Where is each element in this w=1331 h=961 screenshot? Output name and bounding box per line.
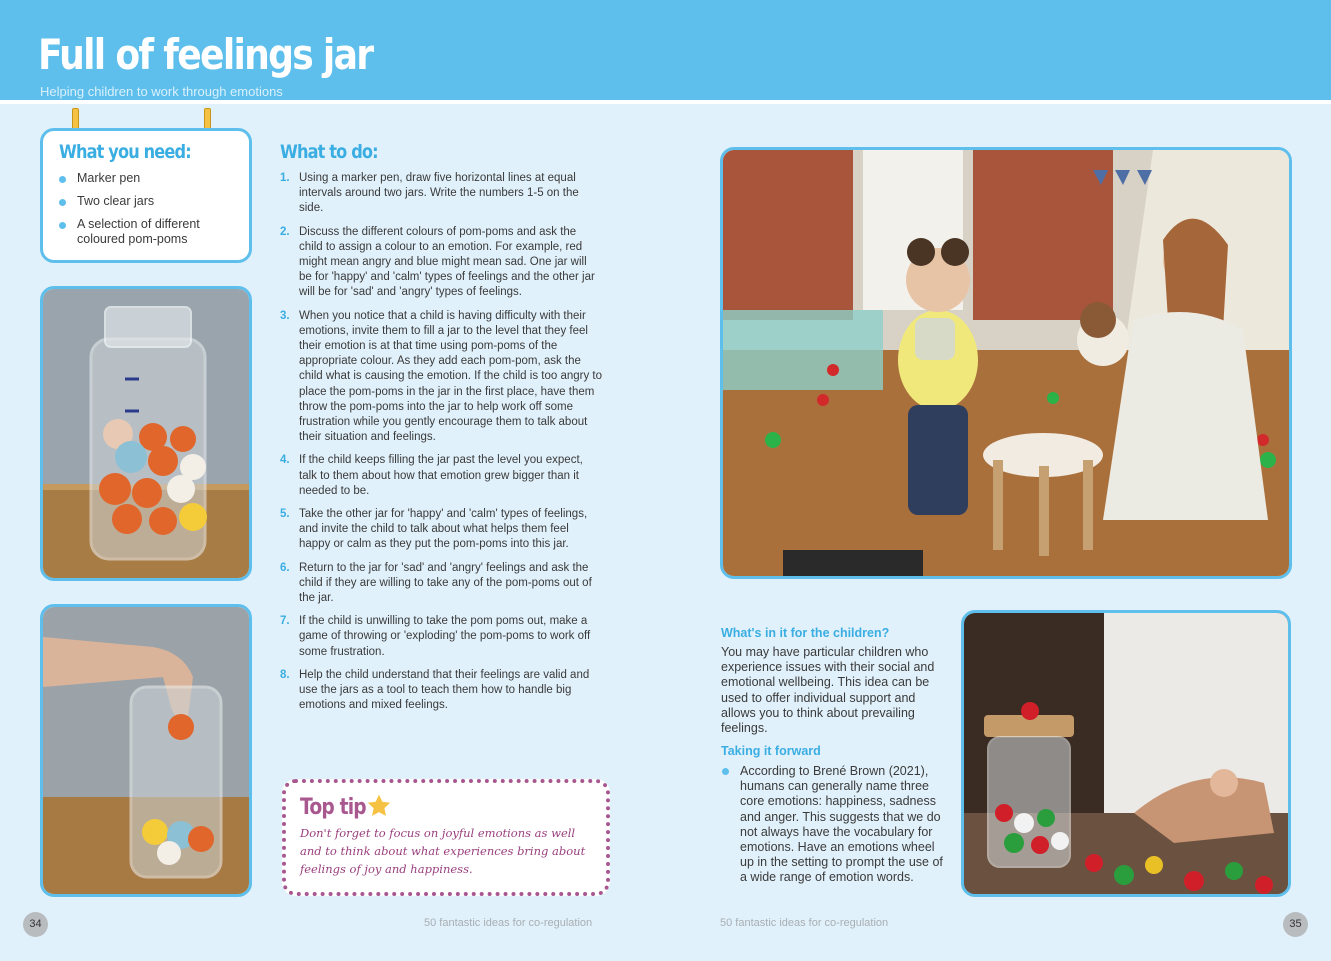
playroom-photo (720, 147, 1292, 579)
step-number: 8. (280, 668, 290, 681)
list-item (280, 225, 602, 301)
step-text: Discuss the different colours of pom-poms and ask the child to assign a colour to an emotion. For example, red might mean angry and blue might mean sad. One jar will be for 'happy' and 'calm' types of feelings and the other jar will be for 'sad' and 'angry' types of feelings. (299, 225, 595, 299)
children-text: You may have particular children who experience issues with their social and emotional wellbeing. This idea can be used to offer individual support and allows you to think about prevailing feelings. (721, 645, 935, 736)
step-number: 5. (280, 508, 290, 521)
page-number-left: 34 (23, 912, 48, 937)
step-text: If the child is unwilling to take the pom poms out, make a game of throwing or 'exploding' the pom-poms to work off some frustration. (299, 615, 591, 658)
jar-photo (40, 286, 252, 581)
steps-list (280, 171, 602, 722)
step-number: 6. (280, 561, 290, 574)
list-item (280, 668, 602, 714)
list-item (280, 309, 602, 446)
step-text: Using a marker pen, draw five horizontal lines at equal intervals around two jars. Write the numbers 1-5 on the side. (299, 172, 579, 215)
needs-list (59, 171, 233, 247)
jar-photo-illustration (43, 289, 249, 578)
top-tip-text: Don't forget to focus on joyful emotions as well and to think about what experiences bring about feelings of joy and happiness. (300, 826, 586, 876)
needs-card (40, 128, 252, 263)
forward-heading: Taking it forward (721, 744, 821, 758)
step-text: Help the child understand that their feelings are valid and use the jars as a tool to teach them how to handle big emotions and mixed feelings. (299, 668, 590, 712)
step-number: 1. (280, 172, 290, 184)
page-title: Full of feelings jar (38, 30, 373, 79)
todo-heading: What to do: (280, 141, 378, 163)
step-text: Return to the jar for 'sad' and 'angry' feelings and ask the child if they are willing to take any of the pom-poms out of the jar. (299, 561, 592, 605)
top-tip-box (282, 779, 610, 896)
list-item: Two clear jars (59, 194, 233, 209)
star-icon (366, 793, 392, 819)
step-number: 3. (280, 309, 290, 322)
step-text: When you notice that a child is having difficulty with their emotions, invite them to fill a jar to the level that they feel their emotion is at that time using pom-poms of the appropriate colour. As they add each pom-pom, ask the child what is causing the emotion. If the child is too angry to place the pom-poms in the jar in the first place, have them throw the pom-poms into the jar to help work off some frustration while you gently encourage them to talk about their situation and feelings. (299, 309, 602, 444)
list-item (280, 561, 602, 607)
page-header (0, 0, 1331, 104)
list-item (280, 614, 602, 660)
hand-jar-photo (40, 604, 252, 897)
list-item (280, 507, 602, 553)
page-number-right: 35 (1283, 912, 1308, 937)
hand-jar-illustration (43, 607, 249, 894)
list-item: A selection of different coloured pom-poms (59, 217, 233, 247)
step-number: 7. (280, 615, 290, 628)
footer-text-right: 50 fantastic ideas for co-regulation (720, 917, 889, 929)
step-text: If the child keeps filling the jar past the level you expect, talk to them about how that emotion grew bigger than it needed to be. (299, 454, 583, 497)
footer-text-left: 50 fantastic ideas for co-regulation (424, 917, 593, 929)
list-item (280, 171, 602, 217)
list-item (280, 453, 602, 499)
children-heading: What's in it for the children? (721, 626, 890, 640)
forward-bullet: According to Brené Brown (2021), humans can generally name three core emotions: happiness, sadness and anger. This suggests that we do not always have the vocabulary for emotions. Have an emotions wheel up in the setting to prompt the use of a wide range of emotion words. (721, 764, 943, 886)
list-item: Marker pen (59, 171, 233, 186)
pompom-jar-photo (961, 610, 1291, 897)
step-number: 2. (280, 225, 290, 238)
step-text: Take the other jar for 'happy' and 'calm' types of feelings, and invite the child to talk about what helps them feel happy or calm as they put the pom-poms into this jar. (299, 508, 588, 551)
pompom-jar-illustration (964, 613, 1288, 894)
step-number: 4. (280, 454, 290, 467)
needs-heading: What you need: (59, 141, 191, 163)
page-subtitle: Helping children to work through emotions (40, 84, 283, 99)
playroom-illustration (723, 150, 1289, 576)
top-tip-heading: Top tip (300, 795, 366, 820)
